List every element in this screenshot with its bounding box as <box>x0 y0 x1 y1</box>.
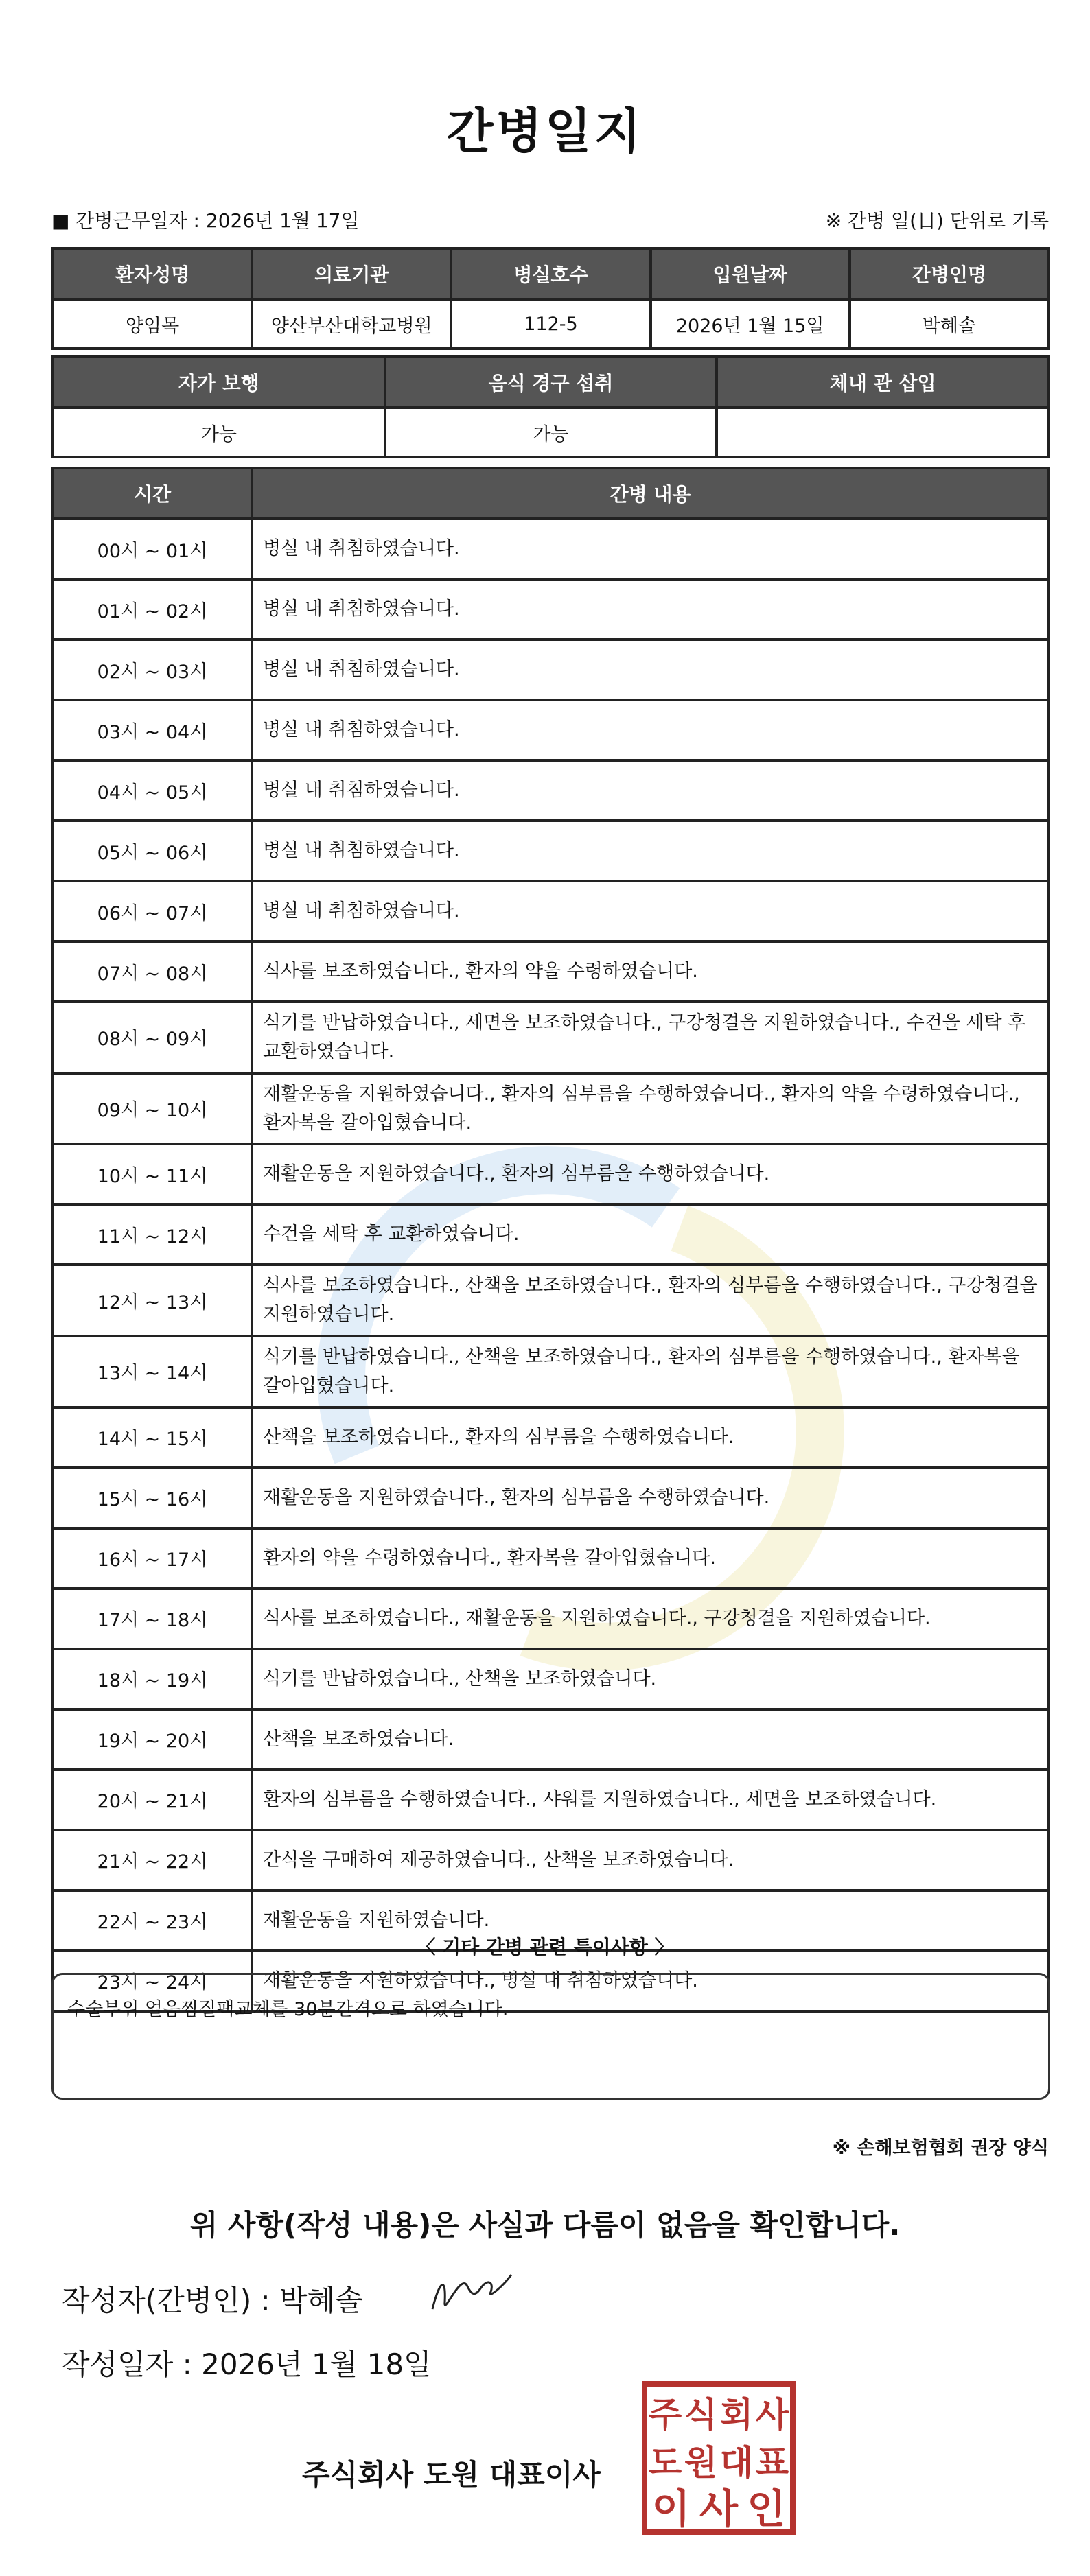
log-content: 병실 내 취침하였습니다. <box>252 579 1049 640</box>
log-row <box>53 579 1049 640</box>
log-content: 식기를 반납하였습니다., 산책을 보조하였습니다. <box>252 1649 1049 1709</box>
hospital-name: 양산부산대학교병원 <box>252 299 451 349</box>
header-walking: 자가 보행 <box>53 357 385 408</box>
status-table <box>51 355 1050 458</box>
log-content: 산책을 보조하였습니다., 환자의 심부름을 수행하였습니다. <box>252 1407 1049 1468</box>
log-content: 재활운동을 지원하였습니다., 병실 내 취침하였습니다. <box>252 1951 1049 2011</box>
header-care-content: 간병 내용 <box>252 468 1049 519</box>
log-row <box>53 1770 1049 1830</box>
log-content: 재활운동을 지원하였습니다. <box>252 1890 1049 1951</box>
log-content: 재활운동을 지원하였습니다., 환자의 심부름을 수행하였습니다. <box>252 1144 1049 1204</box>
log-content: 병실 내 취침하였습니다. <box>252 821 1049 881</box>
log-content: 식사를 보조하였습니다., 산책을 보조하였습니다., 환자의 심부름을 수행하였습니다., 구강청결을 지원하였습니다. <box>252 1265 1049 1336</box>
seal-glyph: 사 <box>699 2485 739 2532</box>
log-time: 23시 ~ 24시 <box>53 1951 252 2011</box>
log-row <box>53 700 1049 760</box>
log-time: 09시 ~ 10시 <box>53 1073 252 1145</box>
page-title: 간병일지 <box>446 103 644 159</box>
log-content: 식기를 반납하였습니다., 산책을 보조하였습니다., 환자의 심부름을 수행하였습니다., 환자복을 갈아입혔습니다. <box>252 1336 1049 1407</box>
log-row <box>53 760 1049 821</box>
oral-intake-value: 가능 <box>385 408 717 457</box>
log-time: 10시 ~ 11시 <box>53 1144 252 1204</box>
tube-value <box>717 408 1049 457</box>
log-time: 05시 ~ 06시 <box>53 821 252 881</box>
log-time: 13시 ~ 14시 <box>53 1336 252 1407</box>
header-room: 병실호수 <box>451 248 650 299</box>
header-admission-date: 입원날짜 <box>651 248 850 299</box>
confirmation-statement: 위 사항(작성 내용)은 사실과 다름이 없음을 확인합니다. <box>189 2208 901 2242</box>
log-time: 12시 ~ 13시 <box>53 1265 252 1336</box>
notes-box <box>51 1973 1050 2100</box>
log-time: 19시 ~ 20시 <box>53 1709 252 1770</box>
seal-glyph: 사 <box>755 2395 789 2435</box>
status-value-row <box>53 408 1049 457</box>
log-row <box>53 1830 1049 1890</box>
log-time: 03시 ~ 04시 <box>53 700 252 760</box>
log-content: 식기를 반납하였습니다., 세면을 보조하였습니다., 구강청결을 지원하였습니다., 수건을 세탁 후 교환하였습니다. <box>252 1002 1049 1073</box>
log-content: 수건을 세탁 후 교환하였습니다. <box>252 1204 1049 1265</box>
caregiver-name: 박혜솔 <box>850 299 1049 349</box>
patient-value-row <box>53 299 1049 349</box>
log-row <box>53 881 1049 941</box>
log-content: 환자의 약을 수령하였습니다., 환자복을 갈아입혔습니다. <box>252 1528 1049 1589</box>
patient-table <box>51 247 1050 350</box>
log-content: 재활운동을 지원하였습니다., 환자의 심부름을 수행하였습니다. <box>252 1468 1049 1528</box>
log-time: 14시 ~ 15시 <box>53 1407 252 1468</box>
log-time: 01시 ~ 02시 <box>53 579 252 640</box>
log-time: 16시 ~ 17시 <box>53 1528 252 1589</box>
log-row <box>53 1709 1049 1770</box>
admission-date: 2026년 1월 15일 <box>651 299 850 349</box>
log-time: 20시 ~ 21시 <box>53 1770 252 1830</box>
log-time: 21시 ~ 22시 <box>53 1830 252 1890</box>
log-content: 간식을 구매하여 제공하였습니다., 산책을 보조하였습니다. <box>252 1830 1049 1890</box>
seal-glyph: 회 <box>719 2395 754 2435</box>
log-row <box>53 640 1049 700</box>
log-time: 02시 ~ 03시 <box>53 640 252 700</box>
log-row <box>53 1407 1049 1468</box>
log-row <box>53 1002 1049 1073</box>
log-row <box>53 1589 1049 1649</box>
log-time: 06시 ~ 07시 <box>53 881 252 941</box>
log-time: 07시 ~ 08시 <box>53 941 252 1002</box>
care-log-table <box>51 467 1050 2013</box>
company-ceo: 주식회사 도원 대표이사 <box>302 2458 601 2492</box>
log-row <box>53 1528 1049 1589</box>
log-content: 식사를 보조하였습니다., 환자의 약을 수령하였습니다. <box>252 941 1049 1002</box>
log-content: 병실 내 취침하였습니다. <box>252 881 1049 941</box>
header-hospital: 의료기관 <box>252 248 451 299</box>
unit-note: ※ 간병 일(日) 단위로 기록 <box>825 209 1049 232</box>
log-time: 22시 ~ 23시 <box>53 1890 252 1951</box>
log-header-row <box>53 468 1049 519</box>
seal-glyph: 주 <box>648 2395 682 2435</box>
seal-glyph: 이 <box>651 2485 691 2532</box>
log-time: 17시 ~ 18시 <box>53 1589 252 1649</box>
company-seal <box>642 2381 796 2535</box>
log-time: 00시 ~ 01시 <box>53 519 252 579</box>
seal-glyph: 식 <box>684 2395 718 2435</box>
signature <box>426 2261 522 2323</box>
seal-glyph: 표 <box>755 2443 789 2483</box>
log-content: 식사를 보조하였습니다., 재활운동을 지원하였습니다., 구강청결을 지원하였습니다. <box>252 1589 1049 1649</box>
patient-header-row <box>53 248 1049 299</box>
log-row <box>53 941 1049 1002</box>
log-row <box>53 1204 1049 1265</box>
log-row <box>53 1649 1049 1709</box>
log-row <box>53 1265 1049 1336</box>
writer-line: 작성자(간병인) : 박혜솔 <box>62 2284 363 2317</box>
log-time: 04시 ~ 05시 <box>53 760 252 821</box>
log-row <box>53 1336 1049 1407</box>
log-time: 15시 ~ 16시 <box>53 1468 252 1528</box>
seal-glyph: 대 <box>719 2443 754 2483</box>
work-date: ■ 간병근무일자 : 2026년 1월 17일 <box>51 209 360 232</box>
status-header-row <box>53 357 1049 408</box>
log-content: 산책을 보조하였습니다. <box>252 1709 1049 1770</box>
log-row <box>53 519 1049 579</box>
log-content: 병실 내 취침하였습니다. <box>252 700 1049 760</box>
log-content: 병실 내 취침하였습니다. <box>252 640 1049 700</box>
walking-value: 가능 <box>53 408 385 457</box>
log-content: 환자의 심부름을 수행하였습니다., 샤워를 지원하였습니다., 세면을 보조하였습니다. <box>252 1770 1049 1830</box>
header-caregiver: 간병인명 <box>850 248 1049 299</box>
log-time: 08시 ~ 09시 <box>53 1002 252 1073</box>
log-time: 18시 ~ 19시 <box>53 1649 252 1709</box>
room-number: 112-5 <box>451 299 650 349</box>
log-row <box>53 1468 1049 1528</box>
seal-glyph: 원 <box>684 2443 718 2483</box>
log-content: 병실 내 취침하였습니다. <box>252 760 1049 821</box>
notes-title: 〈 기타 간병 관련 특이사항 〉 <box>416 1936 674 1958</box>
log-row <box>53 1144 1049 1204</box>
header-tube: 체내 관 삽입 <box>717 357 1049 408</box>
notes-text: 수술부위 얼음찜질팩교체를 30분간격으로 하였습니다. <box>67 1999 509 2020</box>
log-row <box>53 821 1049 881</box>
seal-glyph: 도 <box>648 2443 682 2483</box>
header-time: 시간 <box>53 468 252 519</box>
log-content: 병실 내 취침하였습니다. <box>252 519 1049 579</box>
patient-name: 양임목 <box>53 299 252 349</box>
header-oral-intake: 음식 경구 섭취 <box>385 357 717 408</box>
seal-glyph: 인 <box>747 2485 786 2532</box>
write-date: 작성일자 : 2026년 1월 18일 <box>62 2347 432 2381</box>
log-content: 재활운동을 지원하였습니다., 환자의 심부름을 수행하였습니다., 환자의 약을 수령하였습니다., 환자복을 갈아입혔습니다. <box>252 1073 1049 1145</box>
header-patient-name: 환자성명 <box>53 248 252 299</box>
log-row <box>53 1073 1049 1145</box>
log-time: 11시 ~ 12시 <box>53 1204 252 1265</box>
recommended-form-note: ※ 손해보험협회 권장 양식 <box>832 2138 1049 2159</box>
